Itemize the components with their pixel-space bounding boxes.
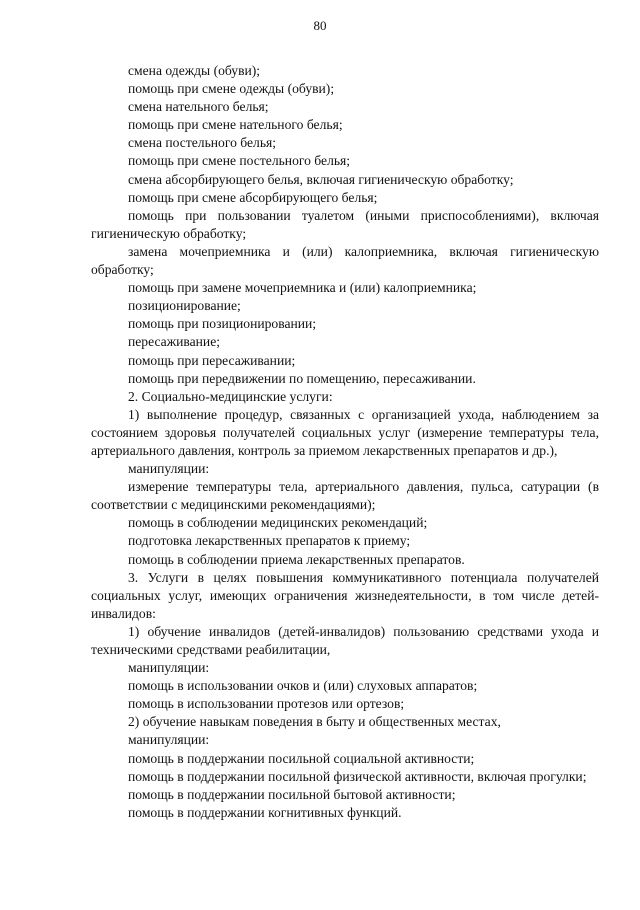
section-heading-2: 2. Социально-медицинские услуги: — [128, 388, 333, 404]
paragraph-33: помощь в поддержании посильной бытовой активности; — [128, 786, 456, 802]
paragraph-28: помощь в использовании протезов или ортезов; — [128, 696, 405, 712]
document-body — [91, 62, 599, 822]
paragraph-18: 1) выполнение процедур, связанных с организацией ухода, наблюдением за состоянием здоровья получателей социальных услуг (измерение температуры тела, артериального давления, контроль за приемом лекарственных препаратов и др.), — [91, 406, 599, 458]
section-heading-3: 3. Услуги в целях повышения коммуникативного потенциала получателей социальных услуг, имеющих ограничения жизнедеятельности, в том числе детей-инвалидов: — [91, 569, 599, 621]
paragraph-25: 1) обучение инвалидов (детей-инвалидов) пользованию средствами ухода и техническими средствами реабилитации, — [91, 623, 599, 657]
paragraph-20: измерение температуры тела, артериального давления, пульса, сатурации (в соответствии с медицинскими рекомендациями); — [91, 479, 599, 513]
paragraph-19: манипуляции: — [128, 461, 210, 477]
paragraph-21: помощь в соблюдении медицинских рекомендаций; — [128, 515, 428, 531]
paragraph-30: манипуляции: — [128, 732, 210, 748]
paragraph-10: замена мочеприемника и (или) калоприемника, включая гигиеническую обработку; — [91, 243, 599, 278]
paragraph-7: смена абсорбирующего белья, включая гигиеническую обработку; — [128, 171, 514, 187]
paragraph-4: помощь при смене нательного белья; — [128, 117, 343, 133]
paragraph-6: помощь при смене постельного белья; — [128, 153, 351, 169]
paragraph-34: помощь в поддержании когнитивных функций. — [128, 804, 402, 820]
paragraph-9: помощь при пользовании туалетом (иными приспособлениями), включая гигиеническую обработку; — [91, 207, 599, 241]
paragraph-12: позиционирование; — [128, 298, 241, 314]
paragraph-15: помощь при пересаживании; — [128, 352, 296, 368]
paragraph-32: помощь в поддержании посильной физической активности, включая прогулки; — [128, 768, 587, 784]
paragraph-2: помощь при смене одежды (обуви); — [128, 81, 335, 97]
paragraph-11: помощь при замене мочеприемника и (или) калоприемника; — [128, 280, 477, 296]
paragraph-29: 2) обучение навыкам поведения в быту и общественных местах, — [128, 714, 501, 730]
paragraph-23: помощь в соблюдении приема лекарственных препаратов. — [128, 551, 465, 567]
paragraph-8: помощь при смене абсорбирующего белья; — [128, 189, 378, 205]
paragraph-14: пересаживание; — [128, 334, 221, 350]
paragraph-31: помощь в поддержании посильной социальной активности; — [128, 750, 475, 766]
paragraph-22: подготовка лекарственных препаратов к приему; — [128, 533, 411, 549]
paragraph-5: смена постельного белья; — [128, 135, 277, 151]
paragraph-1: смена одежды (обуви); — [128, 63, 261, 78]
paragraph-16: помощь при передвижении по помещению, пересаживании. — [128, 370, 476, 386]
paragraph-26: манипуляции: — [128, 660, 210, 676]
paragraph-27: помощь в использовании очков и (или) слуховых аппаратов; — [128, 678, 478, 694]
page-number: 80 — [313, 18, 327, 33]
paragraph-13: помощь при позиционировании; — [128, 316, 317, 332]
paragraph-3: смена нательного белья; — [128, 99, 269, 115]
